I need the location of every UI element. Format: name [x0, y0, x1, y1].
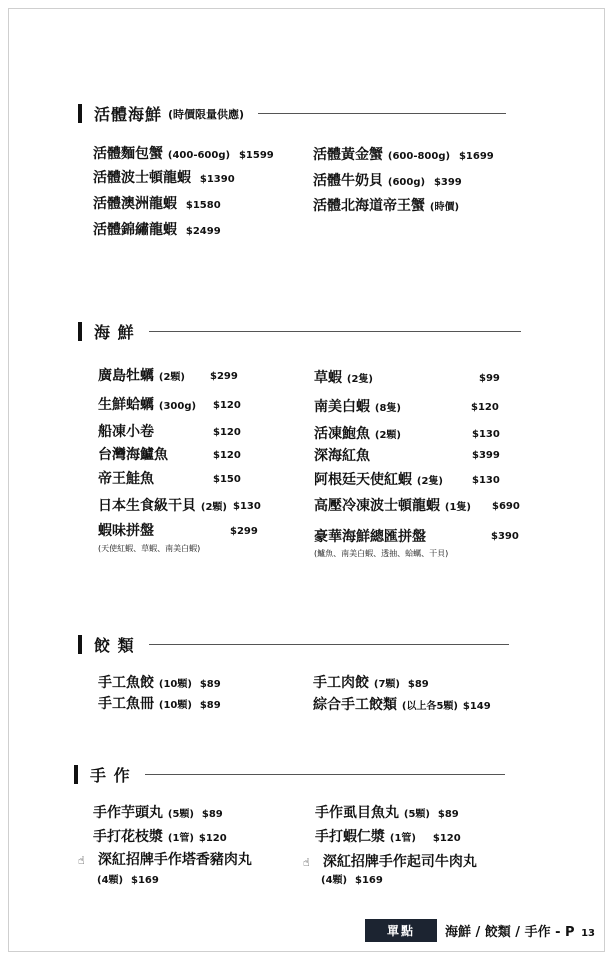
menu-item: [315, 804, 459, 824]
item-name: 高壓冷凍波士頓龍蝦: [314, 498, 440, 514]
section-title: 手 作: [90, 766, 131, 785]
item-name: 手工魚冊: [98, 696, 154, 712]
item-price: $120: [471, 402, 499, 413]
item-price: $99: [479, 373, 500, 384]
item-qty: (2顆): [200, 502, 227, 513]
item-name: 深紅招牌手作起司牛肉丸: [322, 854, 477, 870]
section-rule: [149, 331, 521, 332]
item-name: 手工肉餃: [313, 675, 369, 691]
menu-item: [313, 146, 494, 166]
menu-item: [314, 369, 373, 389]
menu-item: [314, 471, 443, 491]
item-price: $120: [213, 427, 241, 438]
menu-item: [98, 522, 154, 540]
item-price: $149: [462, 701, 491, 712]
item-qty: (4顆): [97, 875, 124, 886]
item-name: 南美白蝦: [314, 399, 370, 415]
item-price: $89: [437, 809, 459, 820]
menu-item-extra: [321, 870, 383, 890]
item-name: 手作虱目魚丸: [315, 805, 399, 821]
item-price: $89: [199, 700, 221, 711]
menu-item: [315, 828, 461, 848]
item-qty: (10顆): [158, 700, 192, 711]
item-name: 綜合手工餃類: [313, 697, 397, 713]
menu-item: [98, 423, 154, 441]
section-header-dumplings: [78, 633, 509, 656]
item-name: 生鮮蛤蠣: [98, 397, 154, 413]
item-qty: (2隻): [416, 476, 443, 487]
item-price: $2499: [185, 226, 221, 237]
section-note: (時價限量供應): [168, 107, 245, 121]
item-qty: (7顆): [373, 679, 400, 690]
item-qty: (10顆): [158, 679, 192, 690]
item-subtext: (鱸魚、南美白蝦、透抽、蛤蠣、干貝): [314, 549, 449, 558]
item-name: 手工魚餃: [98, 675, 154, 691]
item-qty: (1管): [389, 833, 416, 844]
menu-item: [93, 221, 221, 241]
menu-item: [98, 695, 221, 715]
menu-item: [93, 195, 221, 215]
item-price: $120: [213, 450, 241, 461]
section-rule: [258, 113, 506, 114]
section-header-live: [78, 102, 506, 125]
item-name: 蝦味拼盤: [98, 523, 154, 539]
menu-item: [93, 804, 223, 824]
item-price: $89: [407, 679, 429, 690]
item-name: 帝王鮭魚: [98, 471, 154, 487]
menu-item: [98, 396, 196, 416]
item-price: $89: [199, 679, 221, 690]
item-name: 草蝦: [314, 370, 342, 386]
item-name: 活凍鮑魚: [314, 426, 370, 442]
item-name: 手打花枝漿: [93, 829, 163, 845]
menu-item: [93, 828, 227, 848]
item-price: $690: [492, 501, 520, 512]
item-price: $390: [491, 531, 519, 542]
section-bar: [74, 765, 78, 784]
item-name: 活體北海道帝王蟹: [313, 198, 425, 214]
section-title: 活體海鮮: [94, 105, 163, 124]
item-name: 活體波士頓龍蝦: [93, 170, 191, 186]
item-price: $1699: [458, 151, 494, 162]
section-bar: [78, 635, 82, 654]
section-bar: [78, 322, 82, 341]
section-rule: [145, 774, 505, 775]
section-title: 餃 類: [94, 636, 135, 655]
item-qty: (時價): [429, 202, 460, 213]
item-qty: (600g): [387, 177, 426, 188]
footer-crumb-text: 海鮮 / 餃類 / 手作 - P: [444, 925, 575, 940]
item-qty: (2顆): [158, 372, 185, 383]
item-price: $1580: [185, 200, 221, 211]
item-name: 手作芋頭丸: [93, 805, 163, 821]
menu-item: [314, 398, 401, 418]
item-qty: (600-800g): [387, 151, 451, 162]
item-price: $89: [201, 809, 223, 820]
menu-item: [98, 367, 185, 387]
item-price: $399: [472, 450, 500, 461]
item-qty: (1隻): [444, 502, 471, 513]
item-qty: (以上各5顆): [401, 701, 458, 712]
item-name: 廣島牡蠣: [98, 368, 154, 384]
item-price: $399: [433, 177, 462, 188]
item-price: $299: [210, 371, 238, 382]
item-subtext: (天使紅蝦、草蝦、南美白蝦): [98, 544, 201, 553]
menu-item: [313, 674, 429, 694]
item-qty: (2隻): [346, 374, 373, 385]
section-header-handmade: [74, 763, 505, 786]
item-qty: (5顆): [403, 809, 430, 820]
item-price: $130: [233, 501, 261, 512]
item-price: $150: [213, 474, 241, 485]
menu-item: [98, 470, 154, 488]
item-price: $169: [130, 875, 159, 886]
item-name: 活體牛奶貝: [313, 173, 383, 189]
item-qty: (5顆): [167, 809, 194, 820]
item-name: 豪華海鮮總匯拼盤: [314, 529, 426, 545]
item-qty: (300g): [158, 401, 197, 412]
item-price: $120: [432, 833, 461, 844]
item-price: $169: [354, 875, 383, 886]
item-price: $1599: [238, 150, 274, 161]
menu-item: [314, 425, 401, 445]
menu-item: [98, 497, 227, 517]
section-header-seafood: [78, 320, 521, 343]
item-qty: (400-600g): [167, 150, 231, 161]
item-name: 活體黃金蟹: [313, 147, 383, 163]
menu-item: [313, 172, 462, 192]
item-name: 深海紅魚: [314, 448, 370, 464]
item-name: 船凍小卷: [98, 424, 154, 440]
menu-item: [313, 696, 491, 716]
pointing-hand-icon: ☝: [303, 856, 310, 869]
item-price: $120: [213, 400, 241, 411]
item-qty: (4顆): [321, 875, 348, 886]
menu-item: [93, 169, 235, 189]
footer-tag: 單點: [365, 919, 437, 942]
item-name: 日本生食級干貝: [98, 498, 196, 514]
section-rule: [149, 644, 509, 645]
item-name: 阿根廷天使紅蝦: [314, 472, 412, 488]
item-name: 手打蝦仁漿: [315, 829, 385, 845]
item-qty: (8隻): [374, 403, 401, 414]
item-qty: (2顆): [374, 430, 401, 441]
item-price: $1390: [199, 174, 235, 185]
menu-item: [314, 528, 426, 546]
item-name: 活體麵包蟹: [93, 146, 163, 162]
footer-breadcrumb: [445, 921, 595, 940]
item-name: 深紅招牌手作塔香豬肉丸: [97, 852, 252, 868]
menu-item: [78, 851, 252, 870]
item-name: 活體澳洲龍蝦: [93, 196, 177, 212]
page-footer: [365, 919, 595, 942]
item-name: 活體錦繡龍蝦: [93, 222, 177, 238]
menu-item: [98, 446, 168, 464]
item-qty: (1管): [167, 833, 194, 844]
item-name: 台灣海鱸魚: [98, 447, 168, 463]
pointing-hand-icon: ☝: [78, 854, 85, 867]
menu-item: [314, 447, 370, 465]
menu-item: [313, 197, 459, 217]
page-number: 13: [581, 928, 595, 939]
item-price: $130: [472, 475, 500, 486]
item-price: $130: [472, 429, 500, 440]
item-price: $120: [198, 833, 227, 844]
menu-item: [98, 674, 221, 694]
menu-item-extra: [97, 870, 159, 890]
item-price: $299: [230, 526, 258, 537]
section-title: 海 鮮: [94, 323, 135, 342]
menu-item: [314, 497, 471, 517]
menu-item: [93, 145, 274, 165]
section-bar: [78, 104, 82, 123]
